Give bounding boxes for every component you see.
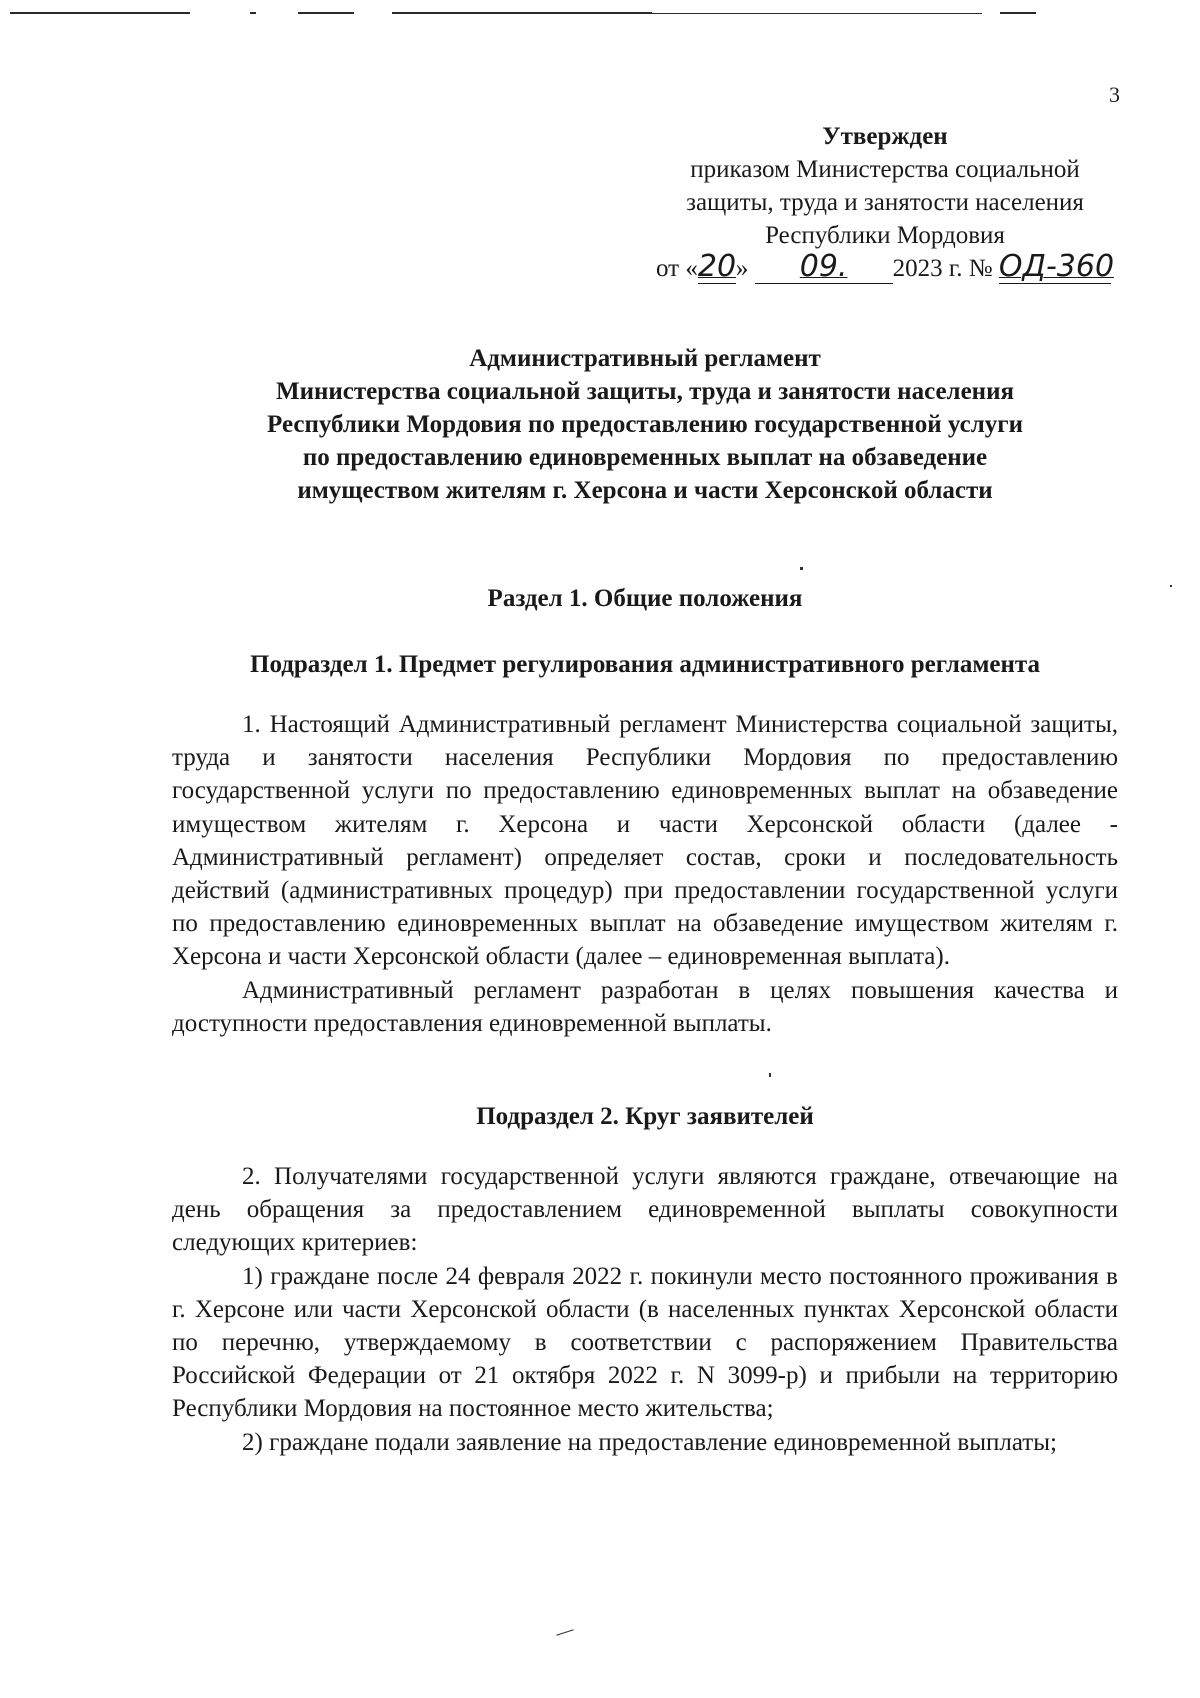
date-day: 20 [697,249,737,284]
title-line: Административный регламент [469,345,821,372]
approval-title: Утвержден [822,123,948,150]
scan-speck [769,1073,771,1077]
paragraph: Административный регламент разработан в целях повышения качества и доступности предоставления единовременной выплаты. [172,976,1118,1037]
scan-speck [556,1629,573,1636]
subsection-1-body [172,708,1118,1040]
date-day-field [697,249,737,284]
title-line: по предоставлению единовременных выплат на обзаведение [302,444,988,471]
approval-stamp-block [640,120,1130,285]
scan-speck [800,567,803,570]
section-1-heading: Раздел 1. Общие положения [487,585,803,612]
page-number: 3 [1109,82,1120,107]
paragraph: 2. Получателями государственной услуги являются граждане, отвечающие на день обращения за предоставлением единовременной выплаты совокупности следующих критериев: [172,1163,1118,1257]
title-line: Республики Мордовия по предоставлению государственной услуги [267,411,1023,438]
paragraph: 1. Настоящий Административный регламент Министерства социальной защиты, труда и занятости населения Республики Мордовия по предоставлению государственной услуги по предоставлению единовременных выплат на обзаведение имуществом жителям г. Херсона и части Херсонской области (далее - Административный регламент) определяет состав, сроки и последовательность действий (административных процедур) при предоставлении государственной услуги по предоставлению единовременных выплат на обзаведение имуществом жителям г. Херсона и части Херсонской области (далее – единовременная выплата). [172,711,1118,971]
title-line: имуществом жителям г. Херсона и части Херсонской области [297,477,993,504]
order-number: ОД-360 [998,249,1115,284]
date-prefix: от « [656,255,698,282]
subsection-2-heading: Подраздел 2. Круг заявителей [476,1103,814,1130]
subsection-1-heading: Подраздел 1. Предмет регулирования административного регламента [250,651,1040,678]
title-line: Министерства социальной защиты, труда и занятости населения [275,378,1015,405]
subsection-2-body [172,1160,1118,1459]
approval-line: Республики Мордовия [765,222,1005,249]
approval-date-line [640,249,1130,285]
date-year: 2023 г. № [892,255,993,282]
date-quote: » [735,255,749,282]
approval-line: защиты, труда и занятости населения [686,189,1084,216]
date-month: 09. [799,249,848,284]
paragraph: 2) граждане подали заявление на предоставление единовременной выплаты; [242,1428,1057,1456]
paragraph: 1) граждане после 24 февраля 2022 г. покинули место постоянного проживания в г. Херсоне или части Херсонской области (в населенных пунктах Херсонской области по перечню, утверждаемому в соответствии с распоряжением Правительства Российской Федерации от 21 октября 2022 г. N 3099-р) и прибыли на территорию Республики Мордовия на постоянное место жительства; [172,1262,1118,1423]
scan-speck [1170,585,1172,587]
scan-artifact-lines [0,10,1200,16]
order-number-field [998,249,1115,284]
approval-line: приказом Министерства социальной [690,156,1080,183]
date-month-field [755,249,893,284]
document-title [160,342,1130,507]
